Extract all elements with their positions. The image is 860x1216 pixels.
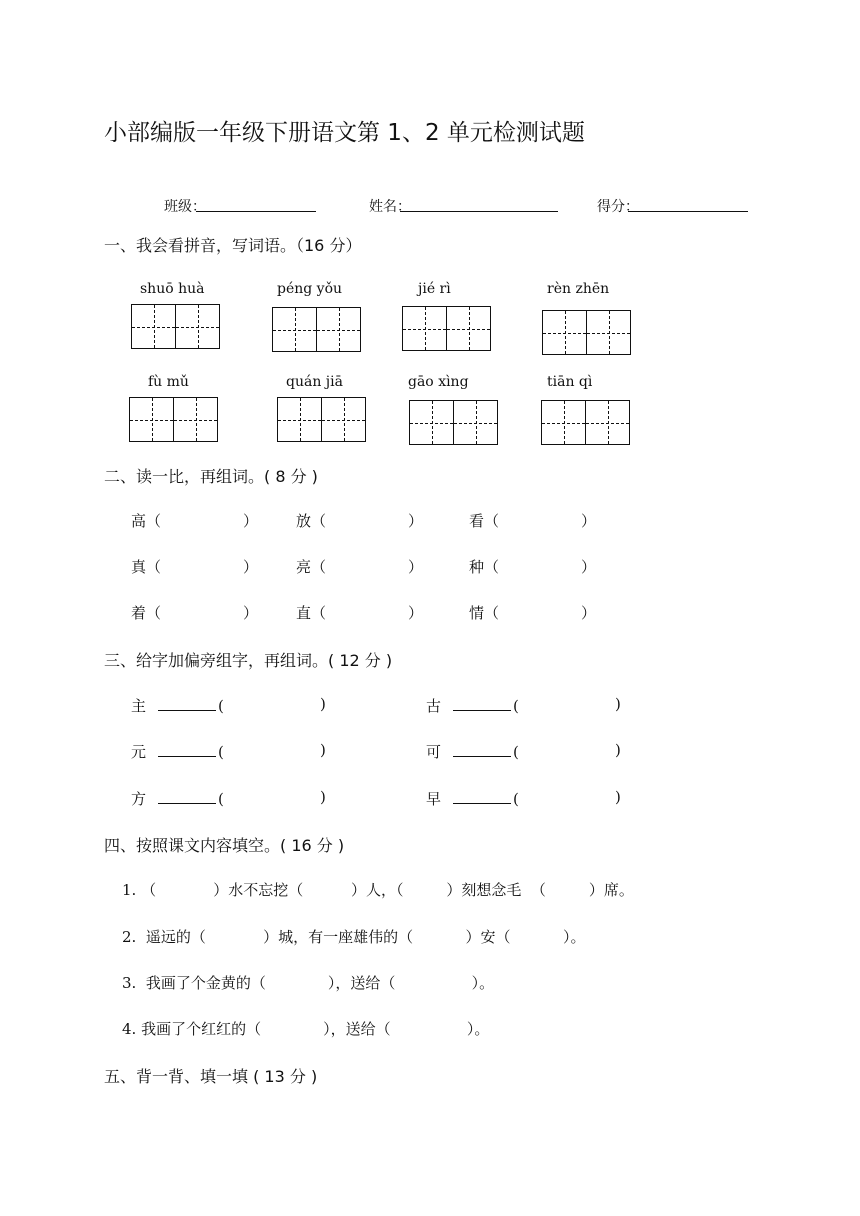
base-char: 方 xyxy=(131,790,147,808)
word-item: 真（ xyxy=(131,558,162,576)
close-paren: ） xyxy=(581,558,597,576)
writing-grid[interactable] xyxy=(277,397,366,442)
radical-item xyxy=(426,695,519,716)
close-paren: ） xyxy=(243,512,259,530)
section3-heading: 三、给字加偏旁组字，再组词。( 12 分 ) xyxy=(104,651,393,670)
open-paren: ( xyxy=(513,790,519,808)
class-field[interactable] xyxy=(196,210,316,212)
blank-line[interactable] xyxy=(453,790,511,804)
close-paren: ） xyxy=(243,558,259,576)
radical-item xyxy=(131,788,224,809)
pinyin-label: fù mǔ xyxy=(148,374,189,390)
pinyin-label: rèn zhēn xyxy=(547,281,610,297)
radical-item xyxy=(426,788,519,809)
open-paren: ( xyxy=(513,743,519,761)
word-item: 情（ xyxy=(469,604,500,622)
close-paren: ) xyxy=(320,788,326,806)
section4-heading: 四、按照课文内容填空。( 16 分 ) xyxy=(104,836,345,855)
word-item: 种（ xyxy=(469,558,500,576)
pinyin-label: gāo xìng xyxy=(408,374,469,390)
writing-grid[interactable] xyxy=(542,310,631,355)
close-paren: ） xyxy=(581,512,597,530)
fill-item: 4. 我画了个红红的（ ），送给（ ）。 xyxy=(122,1020,490,1038)
base-char: 可 xyxy=(426,743,442,761)
radical-item xyxy=(131,695,224,716)
close-paren: ) xyxy=(615,741,621,759)
pinyin-label: péng yǒu xyxy=(277,281,343,297)
name-label: 姓名： xyxy=(369,199,411,215)
blank-line[interactable] xyxy=(158,790,216,804)
name-field[interactable] xyxy=(400,210,558,212)
open-paren: ( xyxy=(218,790,224,808)
word-item: 看（ xyxy=(469,512,500,530)
fill-item: 1. （ ）水不忘挖（ ）人，（ ）刻想念毛 （ ）席。 xyxy=(122,881,634,899)
section2-heading: 二、读一比，再组词。( 8 分 ) xyxy=(104,467,318,486)
score-field[interactable] xyxy=(628,210,748,212)
writing-grid[interactable] xyxy=(541,400,630,445)
close-paren: ) xyxy=(615,695,621,713)
page-title: 小部编版一年级下册语文第 1、2 单元检测试题 xyxy=(104,120,585,146)
close-paren: ） xyxy=(408,558,424,576)
section5-heading: 五、背一背、填一填 ( 13 分 ) xyxy=(104,1067,318,1086)
pinyin-label: quán jiā xyxy=(286,374,343,390)
pinyin-label: shuō huà xyxy=(140,281,205,297)
pinyin-label: jié rì xyxy=(418,281,451,297)
word-item: 放（ xyxy=(296,512,327,530)
writing-grid[interactable] xyxy=(131,304,220,349)
close-paren: ） xyxy=(408,604,424,622)
pinyin-label: tiān qì xyxy=(547,374,593,390)
open-paren: ( xyxy=(218,743,224,761)
writing-grid[interactable] xyxy=(409,400,498,445)
close-paren: ) xyxy=(320,741,326,759)
word-item: 直（ xyxy=(296,604,327,622)
base-char: 早 xyxy=(426,790,442,808)
close-paren: ） xyxy=(408,512,424,530)
blank-line[interactable] xyxy=(453,697,511,711)
radical-item xyxy=(131,741,224,762)
class-label: 班级： xyxy=(164,199,206,215)
fill-item: 2. 遥远的（ ）城，有一座雄伟的（ ）安（ ）。 xyxy=(122,928,586,946)
word-item: 高（ xyxy=(131,512,162,530)
score-label: 得分： xyxy=(597,199,639,215)
close-paren: ） xyxy=(243,604,259,622)
base-char: 主 xyxy=(131,697,147,715)
word-item: 亮（ xyxy=(296,558,327,576)
close-paren: ) xyxy=(320,695,326,713)
blank-line[interactable] xyxy=(158,743,216,757)
radical-item xyxy=(426,741,519,762)
word-item: 着（ xyxy=(131,604,162,622)
open-paren: ( xyxy=(218,697,224,715)
writing-grid[interactable] xyxy=(129,397,218,442)
base-char: 元 xyxy=(131,743,147,761)
base-char: 古 xyxy=(426,697,442,715)
writing-grid[interactable] xyxy=(272,307,361,352)
blank-line[interactable] xyxy=(453,743,511,757)
close-paren: ) xyxy=(615,788,621,806)
blank-line[interactable] xyxy=(158,697,216,711)
writing-grid[interactable] xyxy=(402,306,491,351)
section1-heading: 一、我会看拼音，写词语。（16 分） xyxy=(104,236,362,255)
open-paren: ( xyxy=(513,697,519,715)
fill-item: 3. 我画了个金黄的（ ），送给（ ）。 xyxy=(122,974,495,992)
close-paren: ） xyxy=(581,604,597,622)
